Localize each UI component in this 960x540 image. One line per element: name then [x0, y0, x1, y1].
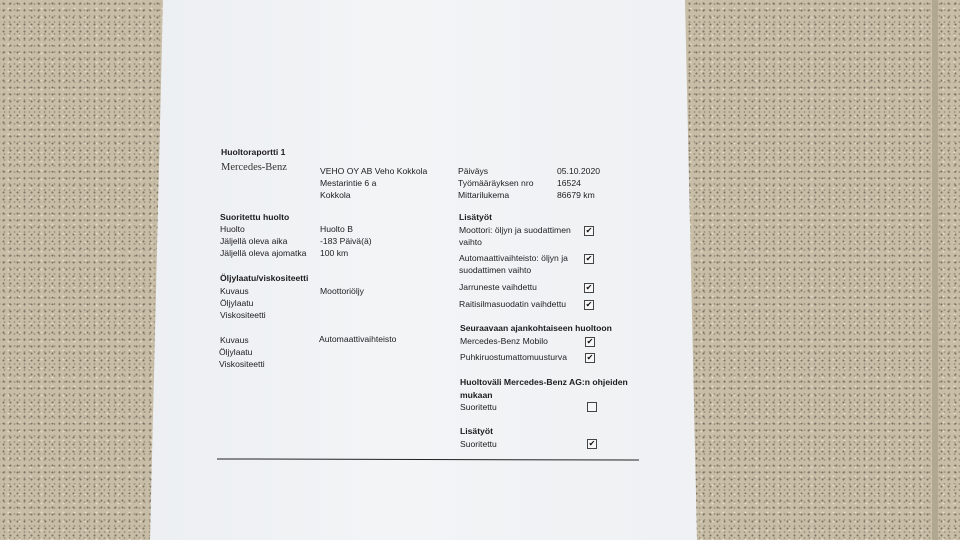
extra-item-3-label: Jarruneste vaihdettu — [459, 282, 537, 292]
odometer-value: 86679 km — [557, 190, 595, 200]
distance-left-value: 100 km — [320, 248, 349, 258]
interval-heading-line2: mukaan — [460, 390, 493, 400]
mobilo-label: Mercedes-Benz Mobilo — [460, 336, 548, 346]
extra2-done-checkbox[interactable]: ✔ — [588, 439, 596, 448]
work-order-label: Työmääräyksen nro — [458, 178, 534, 188]
extra-item-1-line1: Moottori: öljyn ja suodattimen — [459, 225, 571, 235]
work-order-value: 16524 — [557, 178, 581, 188]
service-heading: Suoritettu huolto — [220, 212, 290, 222]
time-left-label: Jäljellä oleva aika — [220, 236, 288, 246]
extra-item-2-line2: suodattimen vaihto — [459, 265, 532, 275]
extra2-heading: Lisätyöt — [460, 426, 493, 436]
oil2-quality-label: Öljylaatu — [219, 347, 253, 357]
time-left-value: -183 Päivä(ä) — [320, 236, 372, 246]
oil-heading: Öljylaatu/viskositeetti — [220, 273, 309, 283]
extra-item-2-checkbox[interactable]: ✔ — [585, 254, 593, 263]
oil1-quality-label: Öljylaatu — [220, 298, 254, 308]
extra2-done-label: Suoritettu — [460, 439, 497, 449]
extra-item-1-checkbox[interactable]: ✔ — [585, 226, 593, 235]
rust-warranty-label: Puhkiruostumattomuusturva — [460, 352, 567, 362]
mobilo-checkbox[interactable]: ✔ — [586, 337, 594, 346]
date-label: Päiväys — [458, 166, 489, 176]
service-value: Huolto B — [320, 224, 353, 234]
dealer-city: Kokkola — [320, 190, 351, 200]
oil1-description-label: Kuvaus — [220, 286, 249, 296]
oil2-viscosity-label: Viskositeetti — [219, 359, 265, 369]
oil2-description-label: Kuvaus — [220, 335, 249, 345]
extra-heading: Lisätyöt — [459, 212, 492, 222]
oil1-viscosity-label: Viskositeetti — [220, 310, 266, 320]
interval-done-label: Suoritettu — [460, 402, 497, 412]
extra-item-1-line2: vaihto — [459, 237, 482, 247]
interval-heading-line1: Huoltoväli Mercedes-Benz AG:n ohjeiden — [460, 377, 628, 387]
distance-left-label: Jäljellä oleva ajomatka — [220, 248, 307, 258]
extra-item-4-label: Raitisilmasuodatin vaihdettu — [459, 299, 567, 309]
dealer-street: Mestarintie 6 a — [320, 178, 377, 188]
extra-item-4-checkbox[interactable]: ✔ — [585, 300, 593, 309]
extra-item-2-line1: Automaattivaihteisto: öljyn ja — [459, 253, 568, 263]
oil2-description: Automaattivaihteisto — [319, 334, 397, 344]
interval-done-checkbox[interactable] — [587, 402, 597, 412]
extra-item-3-checkbox[interactable]: ✔ — [585, 283, 593, 292]
service-label: Huolto — [220, 224, 245, 234]
odometer-label: Mittarilukema — [458, 190, 510, 200]
next-service-heading: Seuraavaan ajankohtaiseen huoltoon — [460, 323, 612, 333]
brand-logo: Mercedes-Benz — [221, 162, 287, 173]
rust-warranty-checkbox[interactable]: ✔ — [586, 353, 594, 362]
dealer-name: VEHO OY AB Veho Kokkola — [320, 166, 428, 176]
date-value: 05.10.2020 — [557, 166, 601, 176]
report-title: Huoltoraportti 1 — [221, 147, 286, 157]
tile-grout — [932, 0, 938, 540]
oil1-description: Moottoriöljy — [320, 286, 364, 296]
